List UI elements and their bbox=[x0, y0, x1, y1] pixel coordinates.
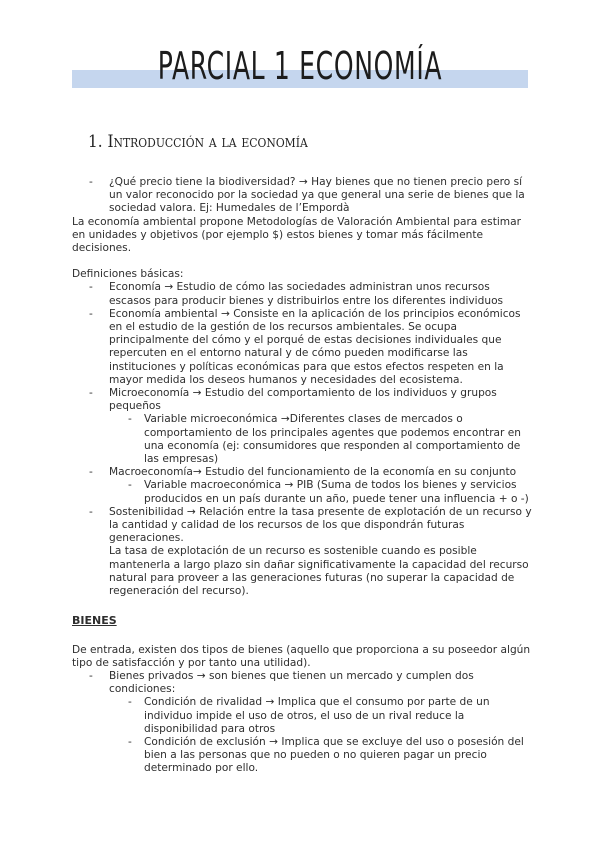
bullet-dash: - bbox=[89, 387, 93, 400]
definitions-heading: Definiciones básicas: bbox=[72, 268, 184, 281]
definition-sostenibilidad: Sostenibilidad → Relación entre la tasa presente de explotación de un recurso y la cantidad y calidad de los recursos de los que dispondrán futuras generaciones. bbox=[109, 505, 532, 545]
bullet-dash: - bbox=[128, 696, 132, 709]
condicion-rivalidad: Condición de rivalidad → Implica que el consumo por parte de un individuo impide el uso de otros, el uso de un rival reduce la disponibilidad para otros bbox=[144, 696, 490, 735]
intro-bullet-text: ¿Qué precio tiene la biodiversidad? → Hay bienes que no tienen precio pero sí un valor reconocido por la sociedad ya que general una serie de bienes que la sociedad valora. Ej: Humedales de l’Empordà bbox=[109, 176, 525, 215]
bienes-heading: BIENES bbox=[72, 614, 117, 628]
list-item bbox=[72, 506, 532, 546]
definition-macroeconomia: Macroeconomía→ Estudio del funcionamiento de la economía en su conjunto bbox=[109, 466, 517, 479]
list-item bbox=[72, 387, 532, 413]
list-item bbox=[72, 281, 532, 307]
definition-economia: Economía → Estudio de cómo las sociedades administran unos recursos escasos para producir bienes y distribuirlos entre los diferentes individuos bbox=[109, 281, 504, 307]
bullet-dash: - bbox=[128, 735, 132, 748]
bullet-dash: - bbox=[128, 413, 132, 426]
list-item bbox=[72, 736, 532, 776]
bullet-dash: - bbox=[89, 307, 93, 320]
intro-paragraph: La economía ambiental propone Metodologías de Valoración Ambiental para estimar en unidades y objetivos (por ejemplo $) estos bienes y tomar más fácilmente decisiones. bbox=[72, 215, 521, 255]
bullet-dash: - bbox=[89, 505, 93, 518]
bienes-intro: De entrada, existen dos tipos de bienes (aquello que proporciona a su poseedor algún tipo de satisfacción y por tanto una utilidad). bbox=[72, 643, 531, 669]
bullet-dash: - bbox=[89, 176, 93, 188]
list-item bbox=[72, 176, 532, 216]
bienes-privados: Bienes privados → son bienes que tienen un mercado y cumplen dos condiciones: bbox=[109, 669, 474, 696]
definition-variable-micro: Variable microeconómica →Diferentes clases de mercados o comportamiento de los principales agentes que podemos encontrar en una economía (ej: consumidores que responden al comportamiento de las empresas) bbox=[144, 413, 521, 466]
section-label: Introducción a la economía bbox=[107, 132, 308, 152]
list-item bbox=[72, 466, 532, 479]
list-item bbox=[72, 670, 532, 696]
bullet-dash: - bbox=[89, 669, 93, 682]
section-number: 1. bbox=[88, 132, 103, 152]
page-title: PARCIAL 1 ECONOMÍA bbox=[157, 44, 443, 88]
bullet-dash: - bbox=[89, 466, 93, 479]
list-item bbox=[72, 413, 532, 466]
definition-economia-ambiental: Economía ambiental → Consiste en la aplicación de los principios económicos en el estudio de la gestión de los recursos ambientales. Se ocupa principalmente del cómo y el porqué de estas decisiones individuales que repercuten en el entorno natural y de cómo pueden modificarse las instituciones y políticas económicas para que estos efectos respeten en la mayor medida los deseos humanos y necesidades del ecosistema. bbox=[109, 307, 521, 386]
section-heading bbox=[88, 132, 308, 152]
list-item bbox=[72, 308, 532, 387]
definition-sostenibilidad-continued: La tasa de explotación de un recurso es sostenible cuando es posible mantenerla a largo plazo sin dañar significativamente la capacidad del recurso natural para proveer a las generaciones futuras (no superar la capacidad de regeneración del recurso). bbox=[109, 545, 529, 598]
condicion-exclusion: Condición de exclusión → Implica que se excluye del uso o posesión del bien a las personas que no pueden o no quieren pagar un precio determinado por ello. bbox=[144, 735, 524, 775]
definition-variable-macro: Variable macroeconómica → PIB (Suma de todos los bienes y servicios producidos en un país durante un año, puede tener una influencia + o -) bbox=[144, 479, 529, 505]
bullet-dash: - bbox=[128, 479, 132, 492]
bullet-dash: - bbox=[89, 281, 93, 294]
list-item bbox=[72, 479, 532, 505]
list-item bbox=[72, 696, 532, 736]
definition-microeconomia: Microeconomía → Estudio del comportamiento de los individuos y grupos pequeños bbox=[109, 387, 497, 413]
document-body bbox=[72, 176, 532, 776]
